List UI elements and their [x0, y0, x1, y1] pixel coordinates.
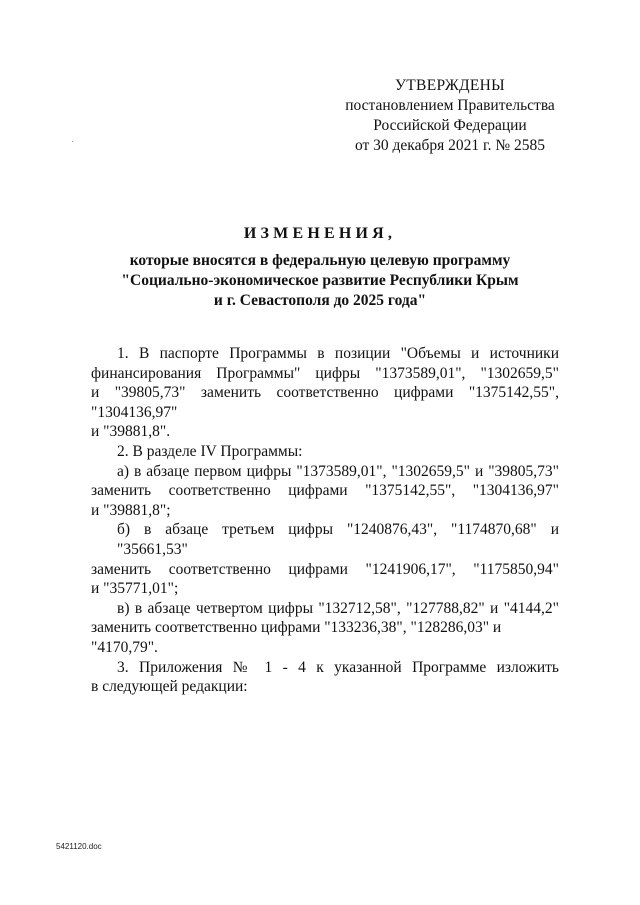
paragraph-2: 2. В разделе IV Программы:: [117, 442, 303, 460]
text-line: заменить соответственно цифрами "1241906,17", "1175850,94": [91, 560, 559, 578]
heading-subtitle-line: которые вносятся в федеральную целевую программу: [129, 252, 511, 269]
approval-title: УТВЕРЖДЕНЫ: [395, 77, 505, 94]
text-line: заменить соответственно цифрами "133236,38", "128286,03" и "4170,79".: [91, 619, 502, 656]
heading-title: ИЗМЕНЕНИЯ,: [243, 225, 397, 242]
subparagraph-c: [91, 599, 559, 619]
text-line: б) в абзаце третьем цифры "1240876,43", "1174870,68" и "35661,53": [117, 521, 559, 558]
text-line: и "39805,73" заменить соответственно цифрами "1375142,55", "1304136,97": [91, 384, 559, 421]
text-line: в следующей редакции:: [91, 678, 248, 696]
subparagraph-b: [91, 520, 559, 559]
document-file-id: 5421120.doc: [56, 842, 102, 851]
text-line: в) в абзаце четвертом цифры "132712,58", "127788,82" и "4144,2": [117, 599, 559, 617]
approval-line: от 30 декабря 2021 г. № 2585: [354, 137, 546, 154]
approval-line: Российской Федерации: [373, 117, 527, 134]
subparagraph-a: [91, 462, 559, 482]
text-line: и "39881,8".: [91, 423, 171, 441]
text-line: и "35771,01";: [91, 580, 179, 598]
margin-mark: [72, 141, 73, 142]
heading-subtitle-line: "Социально-экономическое развитие Республики Крым: [121, 272, 519, 289]
text-line: 3. Приложения № 1 - 4 к указанной Программе изложить: [117, 658, 559, 676]
text-line: 1. В паспорте Программы в позиции "Объемы и источники: [117, 345, 559, 362]
text-line: заменить соответственно цифрами "1375142,55", "1304136,97": [91, 482, 559, 500]
heading-subtitle-line: и г. Севастополя до 2025 года": [213, 292, 427, 309]
document-body: [91, 344, 559, 697]
paragraph-3: [91, 658, 559, 678]
text-line: финансирования Программы" цифры "1373589,01", "1302659,5": [91, 364, 559, 382]
approval-line: постановлением Правительства: [345, 97, 555, 114]
text-line: и "39881,8";: [91, 501, 171, 519]
document-heading: [90, 224, 550, 311]
paragraph-1: [91, 344, 559, 364]
text-line: а) в абзаце первом цифры "1373589,01", "1302659,5" и "39805,73": [117, 462, 559, 480]
approval-stamp: [340, 76, 560, 156]
